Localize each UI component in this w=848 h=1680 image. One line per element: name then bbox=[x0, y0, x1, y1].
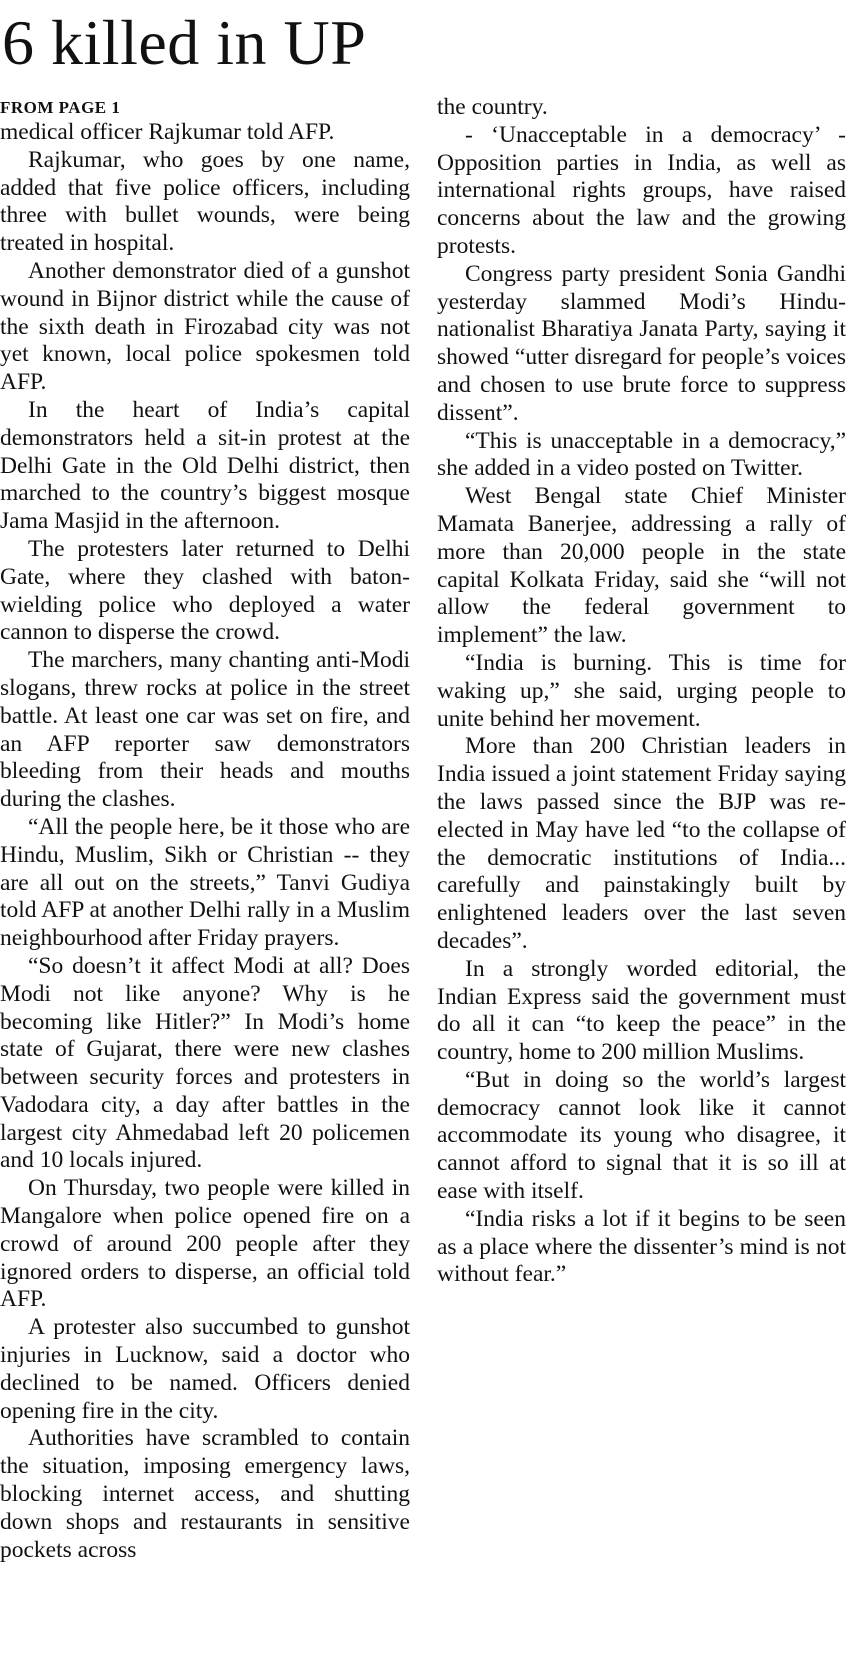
paragraph: The protesters later returned to Delhi Gate, where they clashed with baton-wielding police who deployed a water cannon to disperse the crowd. bbox=[0, 535, 410, 646]
paragraph: More than 200 Christian leaders in India issued a joint statement Friday saying the laws passed since the BJP was re-elected in May have led “to the collapse of the democratic institutions of India... carefully and painstakingly built by enlightened leaders over the last seven decades”. bbox=[437, 733, 846, 954]
paragraph: “So doesn’t it affect Modi at all? Does Modi not like anyone? Why is he becoming like Hitler?” In Modi’s home state of Gujarat, there were new clashes between security forces and protesters in Vadodara city, a day after battles in the largest city Ahmedabad left 20 policemen and 10 locals injured. bbox=[0, 952, 410, 1174]
article-column-right bbox=[437, 94, 846, 1289]
paragraph: the country. bbox=[437, 94, 548, 120]
paragraph: On Thursday, two people were killed in Mangalore when police opened fire on a crowd of around 200 people after they ignored orders to disperse, an official told AFP. bbox=[0, 1175, 410, 1313]
paragraph: - ‘Unacceptable in a democracy’ - Opposition parties in India, as well as international rights groups, have raised concerns about the law and the growing protests. bbox=[437, 121, 846, 259]
headline: 6 killed in UP bbox=[2, 7, 367, 78]
paragraph: Another demonstrator died of a gunshot wound in Bijnor district while the cause of the sixth death in Firozabad city was not yet known, local police spokesmen told AFP. bbox=[0, 257, 410, 396]
paragraph: Authorities have scrambled to contain the situation, imposing emergency laws, blocking internet access, and shutting down shops and restaurants in sensitive pockets across bbox=[0, 1425, 410, 1563]
paragraph: “All the people here, be it those who are Hindu, Muslim, Sikh or Christian -- they are all out on the streets,” Tanvi Gudiya told AFP at another Delhi rally in a Muslim neighbourhood after Friday prayers. bbox=[0, 813, 410, 952]
continuation-kicker: FROM PAGE 1 bbox=[0, 98, 121, 117]
paragraph: In a strongly worded editorial, the Indian Express said the government must do all it can “to keep the peace” in the country, home to 200 million Muslims. bbox=[437, 955, 846, 1066]
paragraph: “This is unacceptable in a democracy,” she added in a video posted on Twitter. bbox=[437, 427, 846, 482]
paragraph: In the heart of India’s capital demonstrators held a sit-in protest at the Delhi Gate in the Old Delhi district, then marched to the country’s biggest mosque Jama Masjid in the afternoon. bbox=[0, 396, 410, 535]
paragraph: “India risks a lot if it begins to be seen as a place where the dissenter’s mind is not without fear.” bbox=[437, 1205, 846, 1288]
paragraph: Rajkumar, who goes by one name, added that five police officers, including three with bullet wounds, were being treated in hospital. bbox=[0, 146, 410, 257]
paragraph: A protester also succumbed to gunshot injuries in Lucknow, said a doctor who declined to be named. Officers denied opening fire in the city. bbox=[0, 1314, 410, 1424]
paragraph: Congress party president Sonia Gandhi yesterday slammed Modi’s Hindu-nationalist Bharatiya Janata Party, saying it showed “utter disregard for people’s voices and chosen to use brute force to suppress dissent”. bbox=[437, 260, 846, 426]
paragraph: The marchers, many chanting anti-Modi slogans, threw rocks at police in the street battle. At least one car was set on fire, and an AFP reporter saw demonstrators bleeding from their heads and mouths during the clashes. bbox=[0, 647, 410, 813]
article-column-left bbox=[0, 94, 410, 1564]
paragraph: medical officer Rajkumar told AFP. bbox=[0, 119, 335, 145]
paragraph: “But in doing so the world’s largest democracy cannot look like it cannot accommodate its young who disagree, it cannot afford to signal that it is so ill at ease with itself. bbox=[437, 1066, 846, 1205]
paragraph: West Bengal state Chief Minister Mamata Banerjee, addressing a rally of more than 20,000 people in the state capital Kolkata Friday, said she “will not allow the federal government to implement” the law. bbox=[437, 483, 846, 649]
paragraph: “India is burning. This is time for waking up,” she said, urging people to unite behind her movement. bbox=[437, 649, 846, 732]
